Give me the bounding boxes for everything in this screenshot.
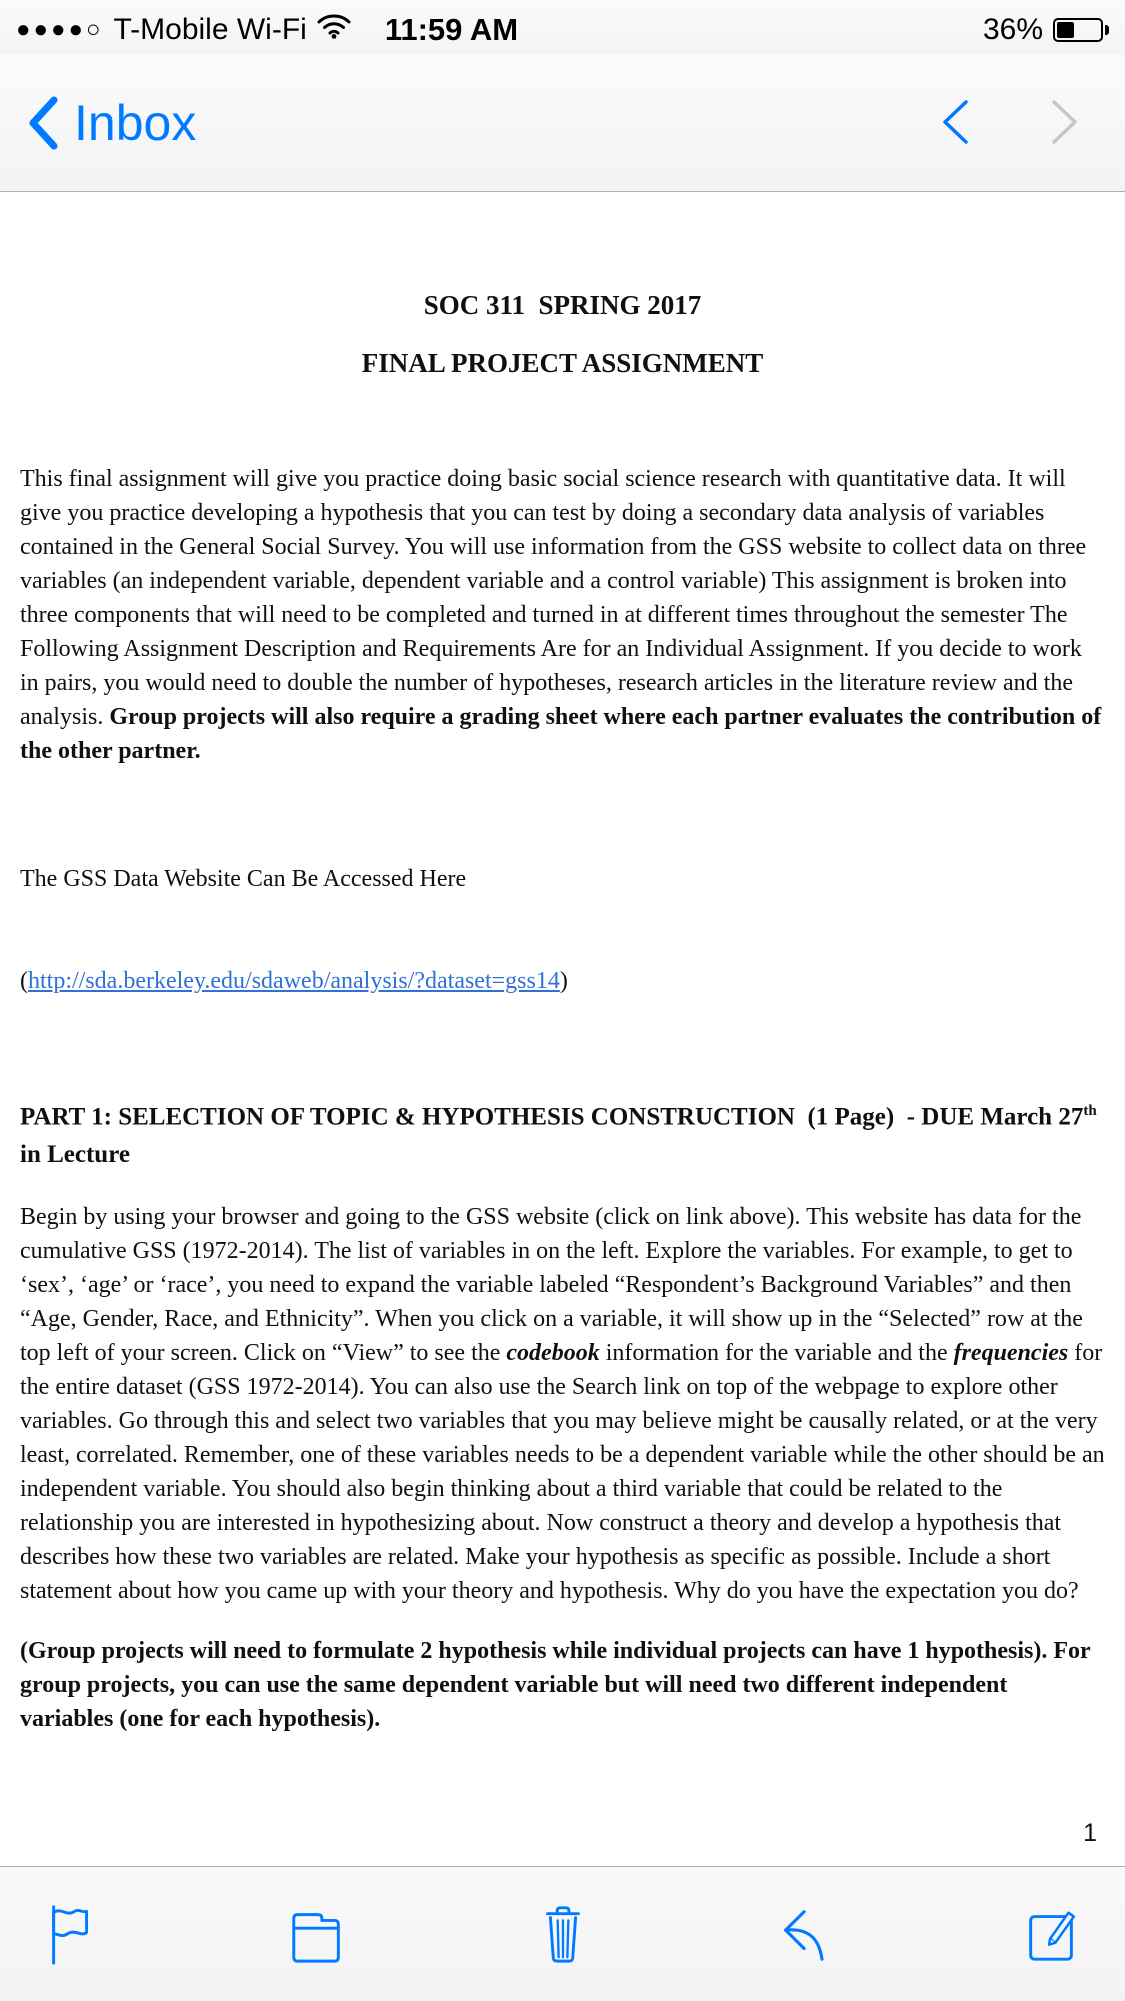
battery-status [983, 13, 1109, 47]
part1-heading [20, 1092, 1105, 1174]
trash-icon [532, 1902, 594, 1966]
gss-link[interactable]: http://sda.berkeley.edu/sdaweb/analysis/?dataset=gss14 [28, 968, 560, 994]
gss-link-paren-close: ) [559, 968, 568, 994]
reply-icon [776, 1902, 838, 1966]
paragraph-intro [20, 462, 1108, 768]
clock-time: 11:59 AM [384, 11, 519, 47]
doc-subtitle: FINAL PROJECT ASSIGNMENT [361, 348, 764, 378]
page-number: 1 [1083, 1819, 1097, 1847]
message-navigation [939, 99, 1097, 148]
back-button[interactable] [28, 94, 196, 152]
gss-link-line [20, 964, 1105, 998]
codebook-emphasis: codebook [506, 1340, 600, 1367]
frequencies-emphasis: frequencies [953, 1340, 1069, 1367]
gss-website-block [20, 794, 1105, 1066]
compose-button[interactable] [1021, 1902, 1083, 1966]
signal-strength-icon: ●●●●○ [16, 15, 104, 43]
paragraph-instructions-seg2: information for the variable and the [599, 1340, 954, 1367]
gss-website-line: The GSS Data Website Can Be Accessed Here [20, 866, 467, 892]
folder-icon [287, 1902, 349, 1966]
reply-button[interactable] [776, 1902, 838, 1966]
part1-heading-tail: in Lecture [20, 1103, 1103, 1169]
paragraph-intro-text: This final assignment will give you practice doing basic social science research with quantitative data. It will give you practice developing a hypothesis that you can test by doing a secondary data analysis of variables contained in the General Social Survey. You will use information from the GSS website to collect data on three variables (an independent variable, dependent variable and a control variable) This assignment is broken into three components that will need to be completed and turned in at different times throughout the semester The Following Assignment Description and Requirements Are for an Individual Assignment. If you decide to work in pairs, you would need to double the number of hypotheses, research articles in the literature review and the analysis. [20, 466, 1093, 730]
chevron-left-icon [28, 96, 58, 150]
carrier-label: T-Mobile Wi-Fi [113, 12, 307, 46]
part1-heading-main: PART 1: SELECTION OF TOPIC & HYPOTHESIS CONSTRUCTION (1 Page) - DUE March 27 [20, 1103, 1084, 1131]
flag-icon [42, 1902, 104, 1966]
nav-bar [0, 55, 1125, 192]
trash-button[interactable] [532, 1902, 594, 1966]
mail-toolbar [0, 1866, 1125, 2001]
back-button-label: Inbox [74, 95, 197, 151]
battery-cap [1105, 25, 1109, 35]
part1-heading-superscript: th [1083, 1103, 1097, 1119]
folder-button[interactable] [287, 1902, 349, 1966]
status-bar [0, 0, 1125, 55]
paragraph-intro-bold: Group projects will also require a grading sheet where each partner evaluates the contribution of the other partner. [20, 704, 1108, 764]
battery-percent-label: 36% [982, 12, 1043, 46]
paragraph-instructions [20, 1200, 1111, 1608]
compose-icon [1021, 1902, 1083, 1966]
paragraph-instructions-seg1: Begin by using your browser and going to the GSS website (click on link above). This website has data for the cumulative GSS (1972-2014). The list of variables in on the left. Explore the variables. For example, to get to ‘sex’, ‘age’ or ‘race’, you need to expand the variable labeled “Respondent’s Background Variables” and then “Age, Gender, Race, and Ethnicity”. When you click on a variable, it will show up in the “Selected” row at the top left of your screen. Click on “View” to see the [20, 1204, 1089, 1367]
wifi-icon [317, 13, 351, 47]
gss-link-paren-open: ( [20, 968, 28, 994]
document-preview[interactable] [0, 192, 1125, 1866]
paragraph-instructions-seg3: for the entire dataset (GSS 1972-2014). You can also use the Search link on top of the webpage to explore other variables. Go through this and select two variables that you may believe might be causally related, or at the very least, correlated. Remember, one of these variables needs to be a dependent variable while the other should be an independent variable. You should also begin thinking about a third variable that could be related to the relationship you are interested in hypothesizing about. Now construct a theory and develop a hypothesis that describes how these two variables are related. Make your hypothesis as specific as possible. Include a short statement about how you came up with your theory and hypothesis. Why do you have the expectation you do? [20, 1340, 1111, 1605]
doc-title: SOC 311 SPRING 2017 [423, 290, 702, 320]
chevron-up-prev-icon [939, 99, 971, 145]
battery-icon [1053, 18, 1103, 42]
flag-button[interactable] [42, 1902, 104, 1966]
previous-message-button[interactable] [939, 99, 971, 148]
next-message-button[interactable] [1049, 99, 1081, 148]
chevron-down-next-icon [1049, 99, 1081, 145]
paragraph-group-note: (Group projects will need to formulate 2 hypothesis while individual projects can have 1 hypothesis). For group projects, you can use the same dependent variable but will need two different independent variables (one for each hypothesis). [20, 1638, 1097, 1733]
